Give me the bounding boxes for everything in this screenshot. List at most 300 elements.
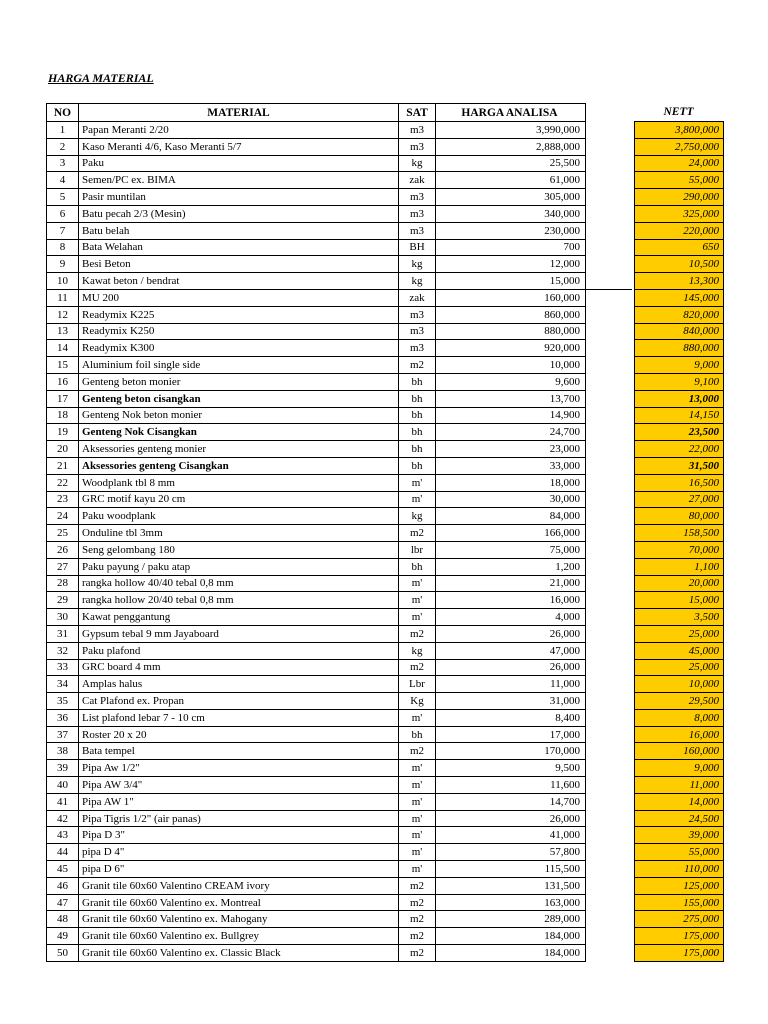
table-row bbox=[47, 172, 724, 189]
row-material: Kawat beton / bendrat bbox=[79, 273, 399, 290]
row-gap bbox=[586, 508, 635, 525]
row-sat: m3 bbox=[399, 205, 436, 222]
row-gap bbox=[586, 861, 635, 878]
material-price-table bbox=[46, 103, 724, 962]
row-no: 14 bbox=[47, 340, 79, 357]
table-row bbox=[47, 424, 724, 441]
row-gap bbox=[586, 390, 635, 407]
table-row bbox=[47, 777, 724, 794]
row-gap bbox=[586, 693, 635, 710]
row-material: Besi Beton bbox=[79, 256, 399, 273]
row-nett: 325,000 bbox=[635, 205, 724, 222]
row-nett: 14,150 bbox=[635, 407, 724, 424]
row-material: GRC motif kayu 20 cm bbox=[79, 491, 399, 508]
row-harga-analisa: 166,000 bbox=[436, 525, 586, 542]
row-nett: 9,000 bbox=[635, 760, 724, 777]
header-no: NO bbox=[47, 104, 79, 122]
row-no: 23 bbox=[47, 491, 79, 508]
row-gap bbox=[586, 373, 635, 390]
row-gap bbox=[586, 642, 635, 659]
row-no: 2 bbox=[47, 138, 79, 155]
row-material: Granit tile 60x60 Valentino CREAM ivory bbox=[79, 877, 399, 894]
row-nett: 290,000 bbox=[635, 189, 724, 206]
table-row bbox=[47, 609, 724, 626]
table-row bbox=[47, 407, 724, 424]
row-no: 18 bbox=[47, 407, 79, 424]
row-material: Readymix K300 bbox=[79, 340, 399, 357]
row-sat: m' bbox=[399, 575, 436, 592]
row-sat: m2 bbox=[399, 894, 436, 911]
table-row bbox=[47, 894, 724, 911]
row-material: Kawat penggantung bbox=[79, 609, 399, 626]
row-sat: m3 bbox=[399, 138, 436, 155]
row-material: Paku payung / paku atap bbox=[79, 558, 399, 575]
row-harga-analisa: 25,500 bbox=[436, 155, 586, 172]
row-harga-analisa: 30,000 bbox=[436, 491, 586, 508]
row-sat: kg bbox=[399, 273, 436, 290]
row-no: 13 bbox=[47, 323, 79, 340]
row-no: 20 bbox=[47, 441, 79, 458]
row-nett: 55,000 bbox=[635, 172, 724, 189]
row-material: rangka hollow 20/40 tebal 0,8 mm bbox=[79, 592, 399, 609]
row-nett: 110,000 bbox=[635, 861, 724, 878]
row-harga-analisa: 31,000 bbox=[436, 693, 586, 710]
header-nett: NETT bbox=[635, 104, 724, 122]
row-sat: bh bbox=[399, 373, 436, 390]
row-harga-analisa: 10,000 bbox=[436, 357, 586, 374]
table-row bbox=[47, 239, 724, 256]
row-nett: 14,000 bbox=[635, 793, 724, 810]
row-nett: 145,000 bbox=[635, 289, 724, 306]
table-row bbox=[47, 659, 724, 676]
row-gap bbox=[586, 323, 635, 340]
row-harga-analisa: 26,000 bbox=[436, 810, 586, 827]
row-harga-analisa: 11,600 bbox=[436, 777, 586, 794]
row-no: 12 bbox=[47, 306, 79, 323]
row-no: 31 bbox=[47, 625, 79, 642]
table-row bbox=[47, 844, 724, 861]
row-nett: 840,000 bbox=[635, 323, 724, 340]
row-no: 11 bbox=[47, 289, 79, 306]
row-gap bbox=[586, 122, 635, 139]
gap-divider-line bbox=[584, 289, 632, 290]
row-sat: m' bbox=[399, 861, 436, 878]
row-gap bbox=[586, 474, 635, 491]
table-row bbox=[47, 558, 724, 575]
row-harga-analisa: 21,000 bbox=[436, 575, 586, 592]
row-sat: m2 bbox=[399, 877, 436, 894]
row-harga-analisa: 4,000 bbox=[436, 609, 586, 626]
row-sat: m2 bbox=[399, 357, 436, 374]
row-material: Genteng Nok Cisangkan bbox=[79, 424, 399, 441]
row-nett: 25,000 bbox=[635, 659, 724, 676]
row-no: 34 bbox=[47, 676, 79, 693]
row-harga-analisa: 340,000 bbox=[436, 205, 586, 222]
row-gap bbox=[586, 609, 635, 626]
row-sat: Lbr bbox=[399, 676, 436, 693]
row-nett: 39,000 bbox=[635, 827, 724, 844]
row-nett: 158,500 bbox=[635, 525, 724, 542]
row-sat: bh bbox=[399, 726, 436, 743]
row-harga-analisa: 61,000 bbox=[436, 172, 586, 189]
row-harga-analisa: 33,000 bbox=[436, 457, 586, 474]
row-no: 22 bbox=[47, 474, 79, 491]
row-material: Genteng beton cisangkan bbox=[79, 390, 399, 407]
row-harga-analisa: 115,500 bbox=[436, 861, 586, 878]
row-nett: 880,000 bbox=[635, 340, 724, 357]
document-title: HARGA MATERIAL bbox=[48, 71, 154, 85]
row-material: Genteng beton monier bbox=[79, 373, 399, 390]
row-nett: 24,000 bbox=[635, 155, 724, 172]
row-gap bbox=[586, 827, 635, 844]
row-gap bbox=[586, 525, 635, 542]
row-gap bbox=[586, 138, 635, 155]
row-no: 3 bbox=[47, 155, 79, 172]
row-no: 37 bbox=[47, 726, 79, 743]
row-sat: m3 bbox=[399, 306, 436, 323]
row-material: pipa D 6" bbox=[79, 861, 399, 878]
row-no: 15 bbox=[47, 357, 79, 374]
row-gap bbox=[586, 273, 635, 290]
row-no: 47 bbox=[47, 894, 79, 911]
row-gap bbox=[586, 407, 635, 424]
row-gap bbox=[586, 760, 635, 777]
row-no: 26 bbox=[47, 541, 79, 558]
row-nett: 9,000 bbox=[635, 357, 724, 374]
row-sat: m2 bbox=[399, 743, 436, 760]
row-sat: kg bbox=[399, 642, 436, 659]
row-harga-analisa: 14,900 bbox=[436, 407, 586, 424]
row-material: Bata Welahan bbox=[79, 239, 399, 256]
row-no: 30 bbox=[47, 609, 79, 626]
row-nett: 820,000 bbox=[635, 306, 724, 323]
row-gap bbox=[586, 357, 635, 374]
row-no: 8 bbox=[47, 239, 79, 256]
row-sat: bh bbox=[399, 424, 436, 441]
table-row bbox=[47, 743, 724, 760]
row-gap bbox=[586, 575, 635, 592]
table-row bbox=[47, 592, 724, 609]
table-row bbox=[47, 709, 724, 726]
row-material: Aluminium foil single side bbox=[79, 357, 399, 374]
row-material: Readymix K225 bbox=[79, 306, 399, 323]
row-harga-analisa: 41,000 bbox=[436, 827, 586, 844]
row-gap bbox=[586, 877, 635, 894]
table-row bbox=[47, 877, 724, 894]
row-harga-analisa: 15,000 bbox=[436, 273, 586, 290]
header-gap bbox=[586, 104, 635, 122]
row-sat: bh bbox=[399, 441, 436, 458]
table-row bbox=[47, 357, 724, 374]
row-nett: 160,000 bbox=[635, 743, 724, 760]
row-no: 25 bbox=[47, 525, 79, 542]
row-nett: 20,000 bbox=[635, 575, 724, 592]
table-row bbox=[47, 390, 724, 407]
row-sat: m2 bbox=[399, 625, 436, 642]
row-gap bbox=[586, 189, 635, 206]
header-material: MATERIAL bbox=[79, 104, 399, 122]
row-no: 48 bbox=[47, 911, 79, 928]
row-no: 42 bbox=[47, 810, 79, 827]
table-row bbox=[47, 928, 724, 945]
row-sat: m3 bbox=[399, 323, 436, 340]
row-material: Batu pecah 2/3 (Mesin) bbox=[79, 205, 399, 222]
row-no: 27 bbox=[47, 558, 79, 575]
row-sat: m' bbox=[399, 592, 436, 609]
row-no: 49 bbox=[47, 928, 79, 945]
row-gap bbox=[586, 676, 635, 693]
row-gap bbox=[586, 911, 635, 928]
row-harga-analisa: 75,000 bbox=[436, 541, 586, 558]
row-harga-analisa: 3,990,000 bbox=[436, 122, 586, 139]
row-harga-analisa: 16,000 bbox=[436, 592, 586, 609]
row-material: List plafond lebar 7 - 10 cm bbox=[79, 709, 399, 726]
row-nett: 80,000 bbox=[635, 508, 724, 525]
table-row bbox=[47, 122, 724, 139]
row-harga-analisa: 289,000 bbox=[436, 911, 586, 928]
row-no: 38 bbox=[47, 743, 79, 760]
row-no: 36 bbox=[47, 709, 79, 726]
row-no: 45 bbox=[47, 861, 79, 878]
table-row bbox=[47, 222, 724, 239]
table-row bbox=[47, 911, 724, 928]
row-material: Roster 20 x 20 bbox=[79, 726, 399, 743]
row-material: Paku bbox=[79, 155, 399, 172]
row-no: 16 bbox=[47, 373, 79, 390]
row-material: MU 200 bbox=[79, 289, 399, 306]
table-row bbox=[47, 945, 724, 962]
row-sat: m' bbox=[399, 827, 436, 844]
row-nett: 9,100 bbox=[635, 373, 724, 390]
table-row bbox=[47, 525, 724, 542]
row-harga-analisa: 11,000 bbox=[436, 676, 586, 693]
row-gap bbox=[586, 928, 635, 945]
row-nett: 29,500 bbox=[635, 693, 724, 710]
row-sat: kg bbox=[399, 256, 436, 273]
row-nett: 2,750,000 bbox=[635, 138, 724, 155]
table-row bbox=[47, 189, 724, 206]
row-material: Aksessories genteng monier bbox=[79, 441, 399, 458]
row-gap bbox=[586, 777, 635, 794]
row-sat: m' bbox=[399, 844, 436, 861]
row-no: 21 bbox=[47, 457, 79, 474]
row-nett: 3,500 bbox=[635, 609, 724, 626]
row-nett: 650 bbox=[635, 239, 724, 256]
row-material: Batu belah bbox=[79, 222, 399, 239]
row-gap bbox=[586, 172, 635, 189]
table-row bbox=[47, 273, 724, 290]
row-no: 10 bbox=[47, 273, 79, 290]
row-material: Seng gelombang 180 bbox=[79, 541, 399, 558]
row-gap bbox=[586, 541, 635, 558]
table-row bbox=[47, 441, 724, 458]
row-nett: 27,000 bbox=[635, 491, 724, 508]
row-harga-analisa: 170,000 bbox=[436, 743, 586, 760]
row-no: 44 bbox=[47, 844, 79, 861]
row-material: Pipa Tigris 1/2" (air panas) bbox=[79, 810, 399, 827]
row-nett: 13,300 bbox=[635, 273, 724, 290]
row-material: Paku woodplank bbox=[79, 508, 399, 525]
row-material: Paku plafond bbox=[79, 642, 399, 659]
row-nett: 55,000 bbox=[635, 844, 724, 861]
row-gap bbox=[586, 810, 635, 827]
row-material: Gypsum tebal 9 mm Jayaboard bbox=[79, 625, 399, 642]
row-harga-analisa: 163,000 bbox=[436, 894, 586, 911]
table-row bbox=[47, 625, 724, 642]
row-no: 35 bbox=[47, 693, 79, 710]
row-sat: zak bbox=[399, 172, 436, 189]
row-nett: 10,500 bbox=[635, 256, 724, 273]
table-row bbox=[47, 676, 724, 693]
row-material: Genteng Nok beton monier bbox=[79, 407, 399, 424]
row-gap bbox=[586, 709, 635, 726]
row-no: 40 bbox=[47, 777, 79, 794]
row-harga-analisa: 18,000 bbox=[436, 474, 586, 491]
row-gap bbox=[586, 743, 635, 760]
row-harga-analisa: 860,000 bbox=[436, 306, 586, 323]
row-harga-analisa: 47,000 bbox=[436, 642, 586, 659]
row-gap bbox=[586, 625, 635, 642]
row-gap bbox=[586, 289, 635, 306]
row-nett: 70,000 bbox=[635, 541, 724, 558]
row-material: Granit tile 60x60 Valentino ex. Classic Black bbox=[79, 945, 399, 962]
row-harga-analisa: 57,800 bbox=[436, 844, 586, 861]
row-sat: bh bbox=[399, 407, 436, 424]
row-material: Bata tempel bbox=[79, 743, 399, 760]
table-row bbox=[47, 793, 724, 810]
row-nett: 45,000 bbox=[635, 642, 724, 659]
row-gap bbox=[586, 256, 635, 273]
row-nett: 13,000 bbox=[635, 390, 724, 407]
table-row bbox=[47, 340, 724, 357]
row-harga-analisa: 17,000 bbox=[436, 726, 586, 743]
row-material: Pipa D 3" bbox=[79, 827, 399, 844]
row-harga-analisa: 26,000 bbox=[436, 659, 586, 676]
row-no: 29 bbox=[47, 592, 79, 609]
row-sat: bh bbox=[399, 558, 436, 575]
row-nett: 16,500 bbox=[635, 474, 724, 491]
row-gap bbox=[586, 457, 635, 474]
row-harga-analisa: 184,000 bbox=[436, 945, 586, 962]
row-harga-analisa: 23,000 bbox=[436, 441, 586, 458]
row-sat: m' bbox=[399, 760, 436, 777]
row-harga-analisa: 24,700 bbox=[436, 424, 586, 441]
row-no: 6 bbox=[47, 205, 79, 222]
row-material: Papan Meranti 2/20 bbox=[79, 122, 399, 139]
row-no: 4 bbox=[47, 172, 79, 189]
row-harga-analisa: 305,000 bbox=[436, 189, 586, 206]
row-harga-analisa: 230,000 bbox=[436, 222, 586, 239]
row-harga-analisa: 26,000 bbox=[436, 625, 586, 642]
row-harga-analisa: 131,500 bbox=[436, 877, 586, 894]
row-nett: 24,500 bbox=[635, 810, 724, 827]
row-harga-analisa: 12,000 bbox=[436, 256, 586, 273]
row-material: Pasir muntilan bbox=[79, 189, 399, 206]
row-material: Readymix K250 bbox=[79, 323, 399, 340]
row-sat: m2 bbox=[399, 525, 436, 542]
row-gap bbox=[586, 945, 635, 962]
table-row bbox=[47, 256, 724, 273]
row-material: Pipa AW 3/4" bbox=[79, 777, 399, 794]
row-no: 46 bbox=[47, 877, 79, 894]
row-harga-analisa: 160,000 bbox=[436, 289, 586, 306]
row-gap bbox=[586, 793, 635, 810]
row-harga-analisa: 13,700 bbox=[436, 390, 586, 407]
row-sat: m' bbox=[399, 793, 436, 810]
row-sat: m2 bbox=[399, 928, 436, 945]
table-header-row bbox=[47, 104, 724, 122]
row-gap bbox=[586, 558, 635, 575]
table-row bbox=[47, 508, 724, 525]
row-no: 32 bbox=[47, 642, 79, 659]
row-harga-analisa: 9,500 bbox=[436, 760, 586, 777]
row-no: 24 bbox=[47, 508, 79, 525]
row-nett: 8,000 bbox=[635, 709, 724, 726]
header-sat: SAT bbox=[399, 104, 436, 122]
row-sat: m2 bbox=[399, 911, 436, 928]
row-sat: bh bbox=[399, 390, 436, 407]
row-gap bbox=[586, 205, 635, 222]
row-no: 28 bbox=[47, 575, 79, 592]
table-row bbox=[47, 827, 724, 844]
row-nett: 16,000 bbox=[635, 726, 724, 743]
row-gap bbox=[586, 239, 635, 256]
table-row bbox=[47, 289, 724, 306]
row-nett: 175,000 bbox=[635, 928, 724, 945]
row-sat: BH bbox=[399, 239, 436, 256]
row-no: 1 bbox=[47, 122, 79, 139]
row-gap bbox=[586, 592, 635, 609]
row-material: Onduline tbl 3mm bbox=[79, 525, 399, 542]
row-sat: m' bbox=[399, 810, 436, 827]
row-harga-analisa: 14,700 bbox=[436, 793, 586, 810]
table-row bbox=[47, 541, 724, 558]
row-nett: 3,800,000 bbox=[635, 122, 724, 139]
row-nett: 10,000 bbox=[635, 676, 724, 693]
row-sat: bh bbox=[399, 457, 436, 474]
row-sat: Kg bbox=[399, 693, 436, 710]
row-material: Amplas halus bbox=[79, 676, 399, 693]
table-row bbox=[47, 575, 724, 592]
row-nett: 155,000 bbox=[635, 894, 724, 911]
row-no: 39 bbox=[47, 760, 79, 777]
row-harga-analisa: 700 bbox=[436, 239, 586, 256]
row-harga-analisa: 84,000 bbox=[436, 508, 586, 525]
table-row bbox=[47, 760, 724, 777]
row-nett: 275,000 bbox=[635, 911, 724, 928]
table-row bbox=[47, 474, 724, 491]
table-row bbox=[47, 861, 724, 878]
table-row bbox=[47, 457, 724, 474]
row-nett: 31,500 bbox=[635, 457, 724, 474]
row-gap bbox=[586, 441, 635, 458]
row-gap bbox=[586, 306, 635, 323]
row-no: 33 bbox=[47, 659, 79, 676]
row-no: 9 bbox=[47, 256, 79, 273]
row-sat: m' bbox=[399, 491, 436, 508]
row-gap bbox=[586, 726, 635, 743]
row-material: pipa D 4" bbox=[79, 844, 399, 861]
row-sat: m3 bbox=[399, 340, 436, 357]
table-row bbox=[47, 306, 724, 323]
row-nett: 15,000 bbox=[635, 592, 724, 609]
row-gap bbox=[586, 491, 635, 508]
row-sat: m2 bbox=[399, 945, 436, 962]
row-no: 7 bbox=[47, 222, 79, 239]
row-nett: 125,000 bbox=[635, 877, 724, 894]
row-gap bbox=[586, 222, 635, 239]
row-sat: lbr bbox=[399, 541, 436, 558]
